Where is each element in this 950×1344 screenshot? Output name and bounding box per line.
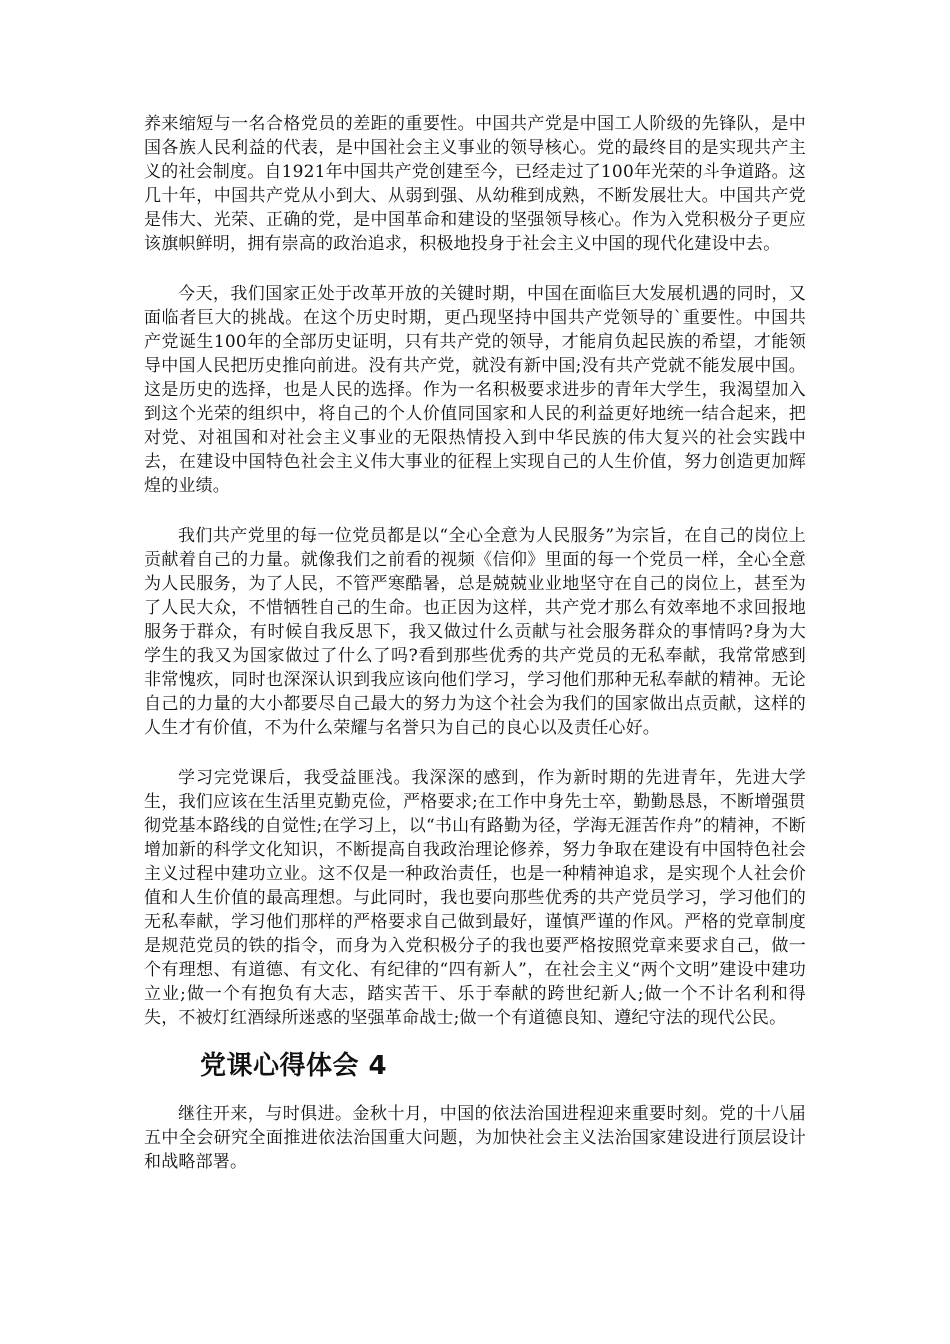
paragraph-gap — [144, 256, 806, 282]
section-heading: 党课心得体会 4 — [200, 1051, 388, 1081]
document-page — [144, 112, 806, 1174]
paragraph-4: 学习完党课后，我受益匪浅。我深深的感到，作为新时期的先进青年，先进大学生，我们应该在生活里克勤克俭，严格要求;在工作中身先士卒，勤勤恳恳，不断增强贯彻党基本路线的自觉性;在学习上，以“书山有路勤为径，学海无涯苦作舟”的精神，不断增加新的科学文化知识，不断提高自我政治理论修养，努力争取在建设有中国特色社会主义过程中建功立业。这不仅是一种政治责任，也是一种精神追求，是实现个人社会价值和人生价值的最高理想。与此同时，我也要向那些优秀的共产党员学习，学习他们的无私奉献，学习他们那样的严格要求自己做到最好，谨慎严谨的作风。严格的党章制度是规范党员的铁的指令，而身为入党积极分子的我也要严格按照党章来要求自己，做一个有理想、有道德、有文化、有纪律的“四有新人”，在社会主义“两个文明”建设中建功立业;做一个有抱负有大志，踏实苦干、乐于奉献的跨世纪新人;做一个不计名利和得失，不被灯红酒绿所迷惑的坚强革命战士;做一个有道德良知、遵纪守法的现代公民。 — [144, 768, 806, 1028]
paragraph-gap — [144, 498, 806, 524]
paragraph-gap — [144, 740, 806, 766]
paragraph-1: 养来缩短与一名合格党员的差距的重要性。中国共产党是中国工人阶级的先锋队，是中国各族人民利益的代表，是中国社会主义事业的领导核心。党的最终目的是实现共产主义的社会制度。自1921年中国共产党创建至今，已经走过了100年光荣的斗争道路。这几十年，中国共产党从小到大、从弱到强、从幼稚到成熟，不断发展壮大。中国共产党是伟大、光荣、正确的党，是中国革命和建设的坚强领导核心。作为入党积极分子更应该旗帜鲜明，拥有崇高的政治追求，积极地投身于社会主义中国的现代化建设中去。 — [144, 114, 806, 254]
paragraph-2: 今天，我们国家正处于改革开放的关键时期，中国在面临巨大发展机遇的同时，又面临者巨大的挑战。在这个历史时期，更凸现坚持中国共产党领导的`重要性。中国共产党诞生100年的全部历史证明，只有共产党的领导，才能肩负起民族的希望，才能领导中国人民把历史推向前进。没有共产党，就没有新中国;没有共产党就不能发展中国。这是历史的选择，也是人民的选择。作为一名积极要求进步的青年大学生，我渴望加入到这个光荣的组织中，将自己的个人价值同国家和人民的利益更好地统一结合起来，把对党、对祖国和对社会主义事业的无限热情投入到中华民族的伟大复兴的社会实践中去，在建设中国特色社会主义伟大事业的征程上实现自己的人生价值，努力创造更加辉煌的业绩。 — [144, 284, 806, 496]
paragraph-5: 继往开来，与时俱进。金秋十月，中国的依法治国进程迎来重要时刻。党的十八届五中全会研究全面推进依法治国重大问题，为加快社会主义法治国家建设进行顶层设计和战略部署。 — [144, 1104, 806, 1172]
paragraph-3: 我们共产党里的每一位党员都是以“全心全意为人民服务”为宗旨，在自己的岗位上贡献着自己的力量。就像我们之前看的视频《信仰》里面的每一个党员一样，全心全意为人民服务，为了人民，不管严寒酷暑，总是兢兢业业地坚守在自己的岗位上，甚至为了人民大众，不惜牺牲自己的生命。也正因为这样，共产党才那么有效率地不求回报地服务于群众，有时候自我反思下，我又做过什么贡献与社会服务群众的事情吗?身为大学生的我又为国家做过了什么了吗?看到那些优秀的共产党员的无私奉献，我常常感到非常愧疚，同时也深深认识到我应该向他们学习，学习他们那种无私奉献的精神。无论自己的力量的大小都要尽自己最大的努力为这个社会为我们的国家做出点贡献，这样的人生才有价值，不为什么荣耀与名誉只为自己的良心以及责任心好。 — [144, 526, 806, 738]
